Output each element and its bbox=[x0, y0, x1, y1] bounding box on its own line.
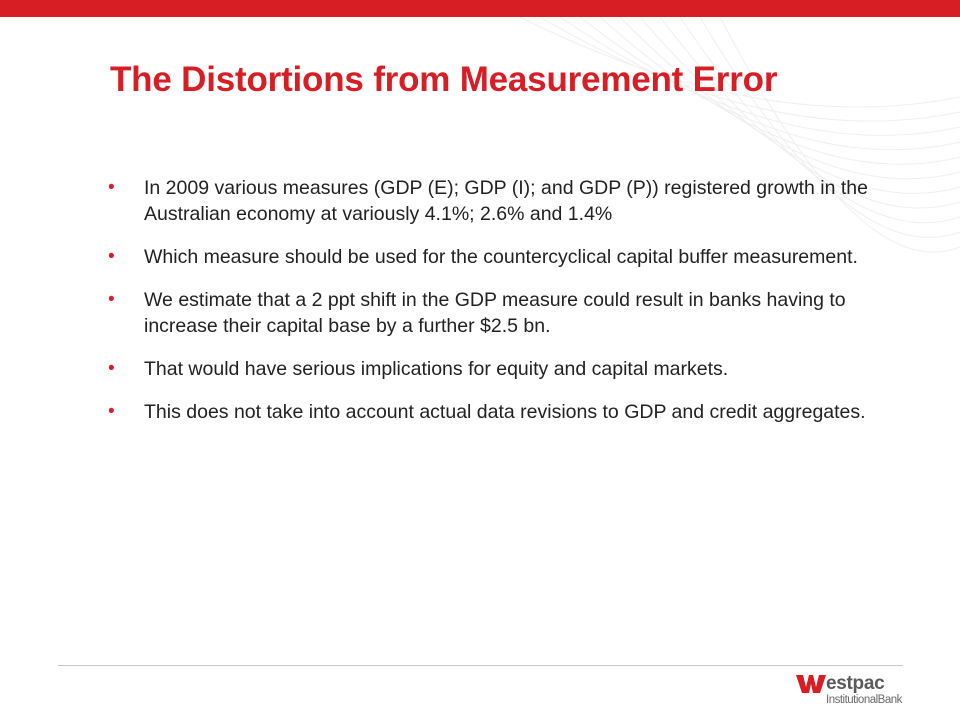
logo-subtitle: InstitutionalBank bbox=[826, 694, 902, 706]
bullet-item bbox=[108, 356, 868, 382]
bullet-dot-icon: • bbox=[108, 246, 115, 267]
bullet-dot-icon: • bbox=[108, 289, 115, 310]
slide-title: The Distortions from Measurement Error bbox=[110, 60, 778, 99]
westpac-w-icon bbox=[796, 675, 826, 693]
bullet-list bbox=[108, 175, 868, 442]
bullet-dot-icon: • bbox=[108, 177, 115, 198]
bullet-item bbox=[108, 399, 868, 425]
logo-wordmark: estpac bbox=[826, 673, 885, 694]
bullet-dot-icon: • bbox=[108, 401, 115, 422]
bullet-item bbox=[108, 175, 868, 227]
bullet-text: This does not take into account actual data revisions to GDP and credit aggregates. bbox=[144, 401, 866, 423]
bullet-text: In 2009 various measures (GDP (E); GDP (I); and GDP (P)) registered growth in the Australian economy at variously 4.1%; 2.6% and 1.4% bbox=[144, 177, 868, 225]
bullet-item bbox=[108, 244, 868, 270]
top-brand-bar bbox=[0, 0, 960, 17]
footer-divider bbox=[58, 665, 903, 666]
westpac-logo bbox=[796, 672, 906, 712]
bullet-text: That would have serious implications for equity and capital markets. bbox=[144, 358, 729, 380]
bullet-dot-icon: • bbox=[108, 358, 115, 379]
bullet-text: We estimate that a 2 ppt shift in the GDP measure could result in banks having to increase their capital base by a further $2.5 bn. bbox=[144, 289, 846, 337]
bullet-text: Which measure should be used for the countercyclical capital buffer measurement. bbox=[144, 246, 858, 268]
bullet-item bbox=[108, 287, 868, 339]
